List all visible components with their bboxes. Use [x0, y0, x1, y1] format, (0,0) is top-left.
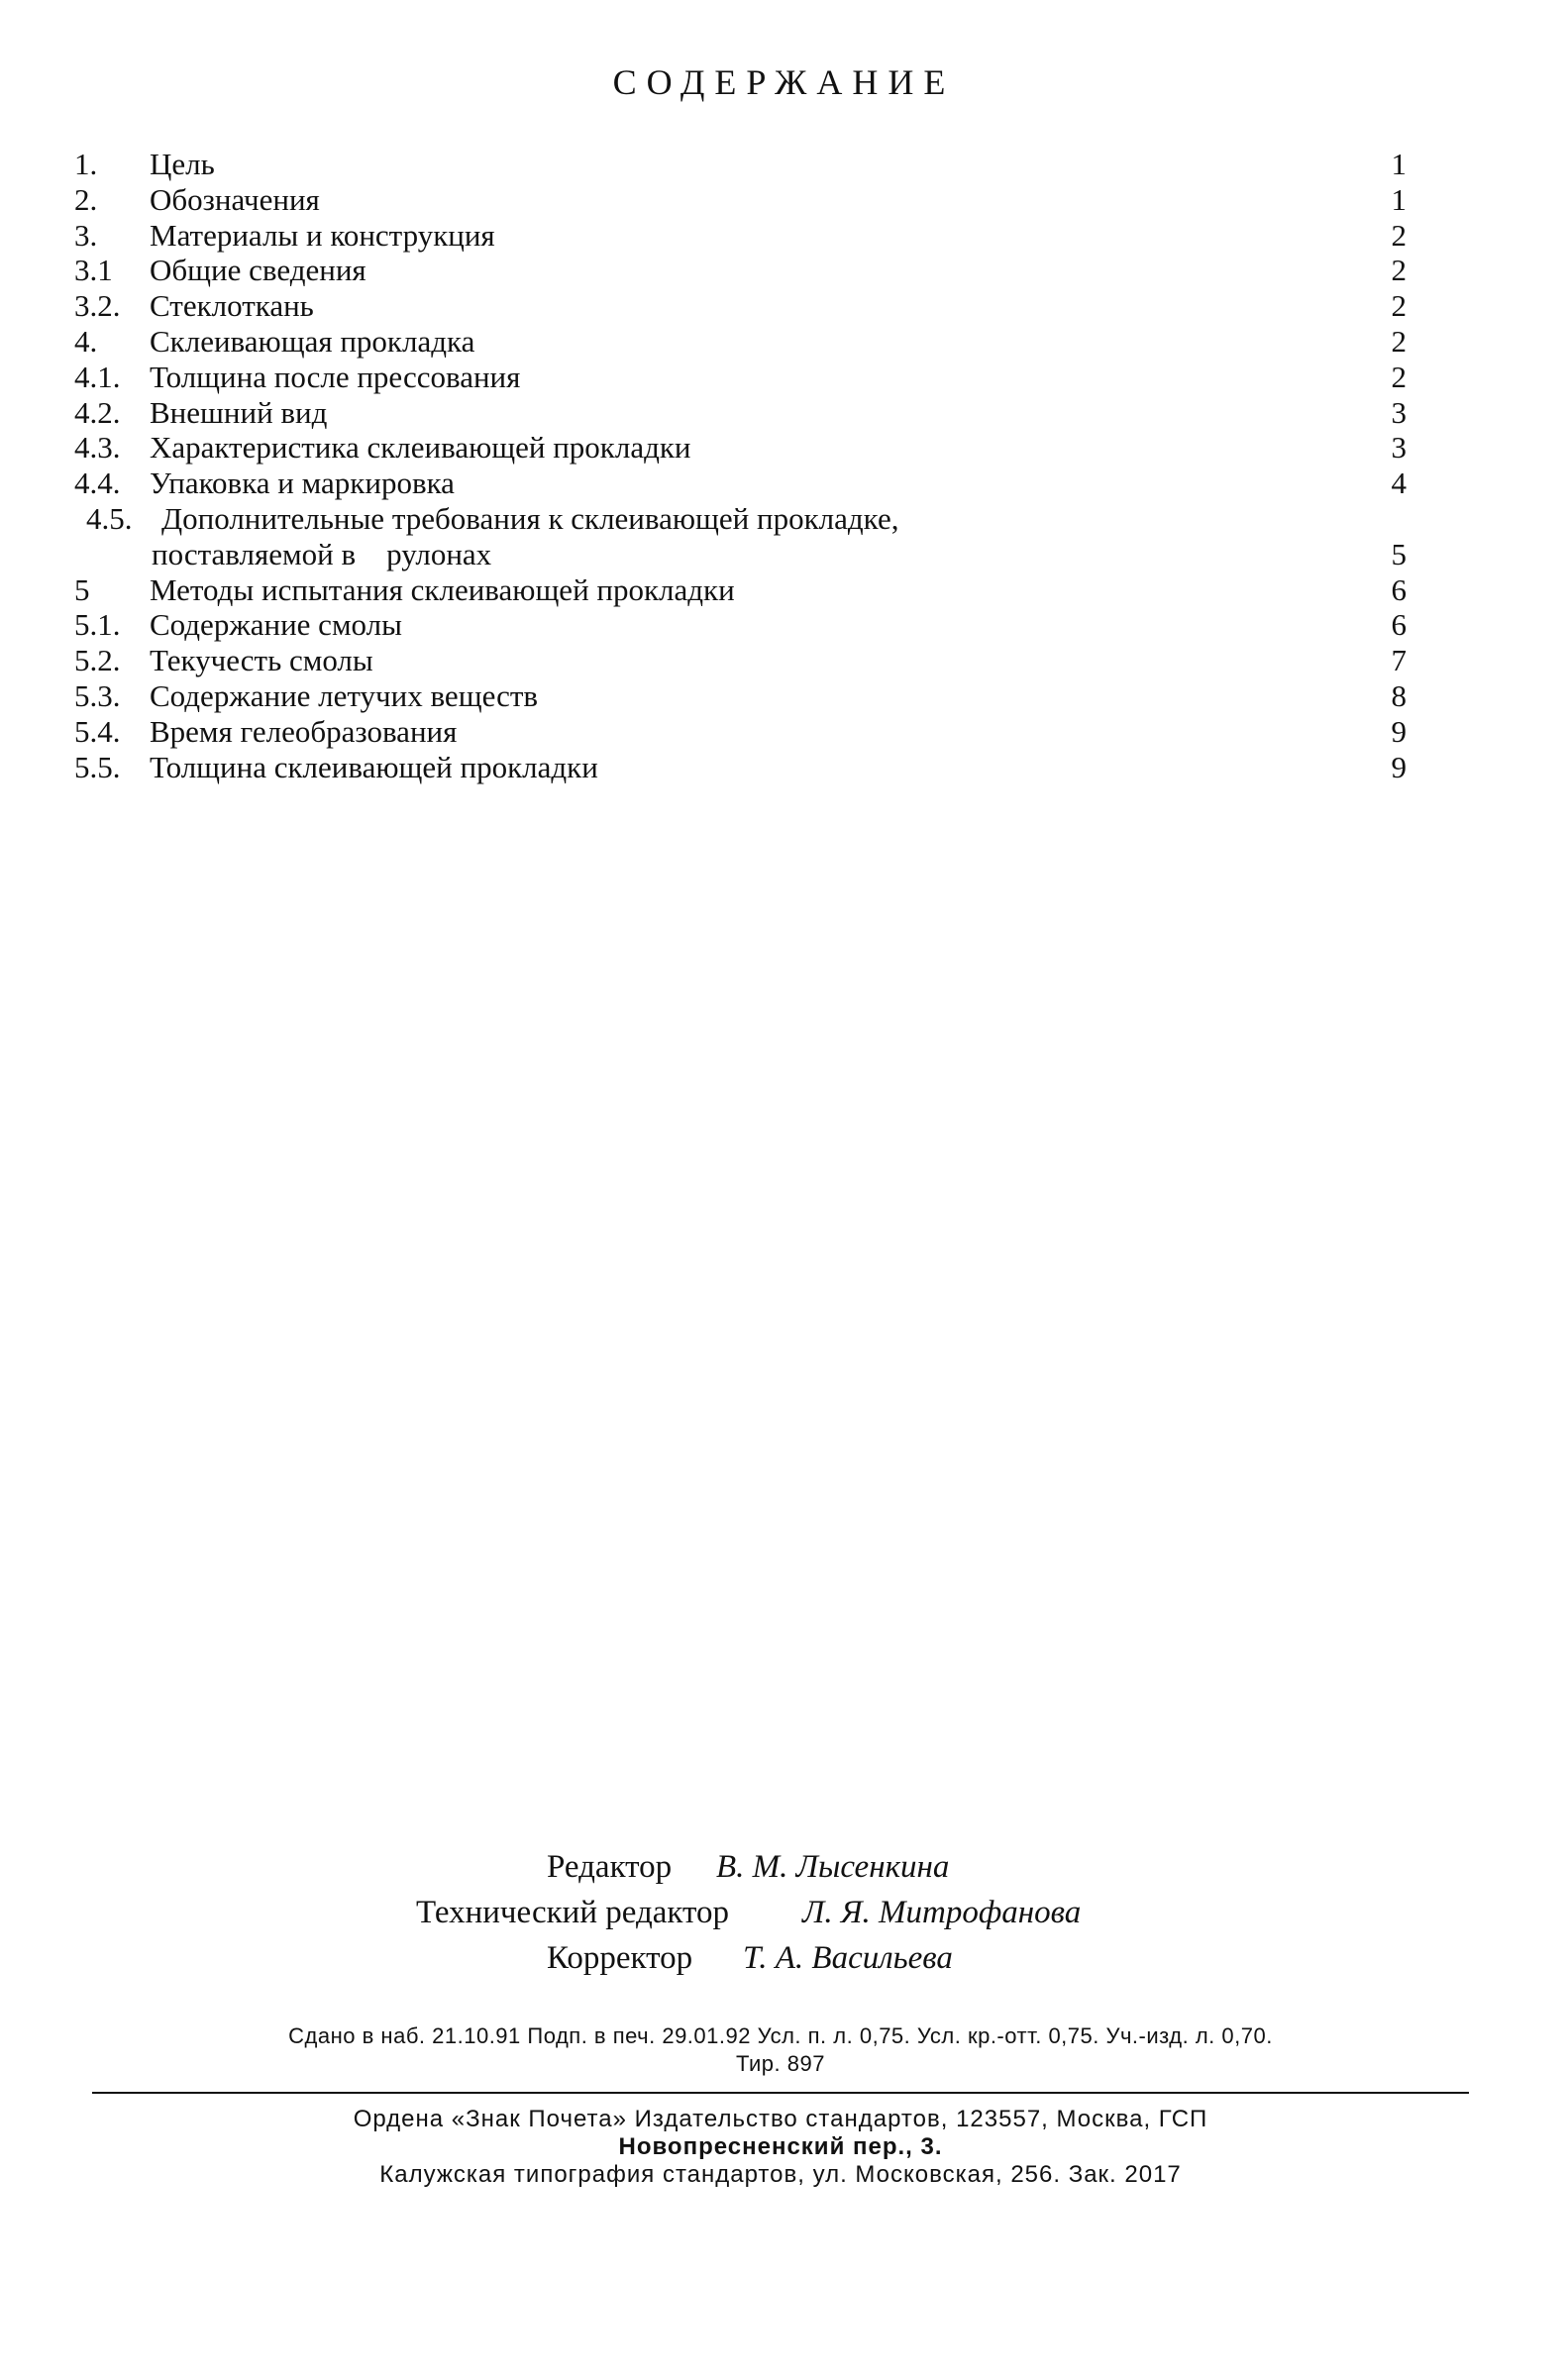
toc-entry-title: Методы испытания склеивающей прокладки [150, 571, 735, 607]
toc-entry-title: Внешний вид [150, 394, 328, 430]
page-title: СОДЕРЖАНИЕ [612, 62, 956, 102]
table-of-contents [74, 147, 1407, 784]
toc-entry-page: 3 [1391, 430, 1407, 466]
toc-entry-number: 4.3. [74, 430, 121, 466]
toc-entry-number: 5.1. [74, 607, 121, 643]
toc-entry-number: 1. [74, 147, 98, 181]
toc-entry-title: Общие сведения [150, 253, 366, 288]
credit-corrector [0, 1935, 1568, 1981]
toc-entry-continuation [74, 537, 1407, 572]
toc-entry [74, 360, 1407, 395]
toc-entry-page: 1 [1391, 181, 1407, 217]
toc-entry-title: Дополнительные требования к склеивающей прокладке, [161, 500, 899, 536]
toc-entry-number: 3.1 [74, 253, 113, 288]
toc-entry-page: 4 [1391, 466, 1407, 501]
toc-entry-title: Содержание смолы [150, 607, 402, 643]
toc-entry [74, 288, 1407, 324]
toc-entry-number: 4. [74, 323, 98, 359]
credit-name: Л. Я. Митрофанова [802, 1895, 1082, 1930]
printing-house: Калужская типография стандартов, ул. Московская, 256. Зак. 2017 [379, 2161, 1182, 2188]
toc-entry-page: 2 [1391, 253, 1407, 288]
publisher-address: Новопресненский пер., 3. [618, 2133, 943, 2160]
toc-entry-number: 3. [74, 217, 98, 253]
credit-role: Корректор [547, 1940, 693, 1976]
toc-entry [74, 714, 1407, 750]
toc-entry-number: 4.5. [86, 500, 133, 536]
toc-entry [74, 572, 1407, 608]
toc-entry-title: Материалы и конструкция [150, 217, 495, 253]
toc-entry [74, 643, 1407, 678]
toc-entry-page: 9 [1391, 749, 1407, 784]
toc-entry-number: 5.5. [74, 749, 121, 784]
toc-entry [74, 324, 1407, 360]
toc-entry-page: 2 [1391, 217, 1407, 253]
toc-entry-number: 3.2. [74, 288, 121, 324]
toc-entry-page: 9 [1391, 713, 1407, 749]
toc-entry-page: 3 [1391, 394, 1407, 430]
toc-entry-page: 5 [1391, 536, 1407, 571]
toc-entry [74, 466, 1407, 501]
toc-entry-title: Цель [150, 147, 215, 181]
toc-entry [74, 218, 1407, 254]
toc-entry-title: Обозначения [150, 181, 320, 217]
credit-name: Т. А. Васильева [743, 1940, 953, 1976]
toc-entry-title: Характеристика склеивающей прокладки [150, 430, 691, 466]
toc-entry-title: Время гелеобразования [150, 713, 458, 749]
toc-entry [74, 182, 1407, 218]
toc-entry [74, 501, 1407, 537]
toc-entry-title: Склеивающая прокладка [150, 323, 475, 359]
editorial-credits [0, 1844, 1568, 1981]
toc-entry [74, 253, 1407, 288]
toc-entry-title: поставляемой в рулонах [152, 536, 492, 571]
toc-entry-title: Текучесть смолы [150, 643, 373, 678]
credit-name: В. М. Лысенкина [716, 1849, 950, 1885]
toc-entry-number: 5.2. [74, 643, 121, 678]
toc-entry-page: 1 [1391, 147, 1407, 181]
divider-rule [92, 2092, 1469, 2094]
imprint-details: Сдано в наб. 21.10.91 Подп. в печ. 29.01.92 Усл. п. л. 0,75. Усл. кр.-отт. 0,75. Уч.-изд. л. 0,70. [288, 2023, 1273, 2048]
toc-entry [74, 395, 1407, 431]
credit-role: Технический редактор [416, 1895, 729, 1930]
toc-entry-page: 2 [1391, 323, 1407, 359]
toc-entry [74, 678, 1407, 714]
toc-entry-number: 4.4. [74, 466, 121, 501]
toc-entry [74, 147, 1407, 182]
toc-entry-number: 2. [74, 181, 98, 217]
toc-entry-page: 7 [1391, 643, 1407, 678]
toc-entry-title: Толщина после прессования [150, 359, 521, 394]
toc-entry-number: 4.1. [74, 359, 121, 394]
toc-entry-page: 8 [1391, 677, 1407, 713]
toc-entry-number: 4.2. [74, 394, 121, 430]
toc-entry [74, 430, 1407, 466]
toc-entry-title: Упаковка и маркировка [150, 466, 455, 501]
toc-entry [74, 750, 1407, 785]
toc-entry-page: 6 [1391, 607, 1407, 643]
toc-entry-title: Содержание летучих веществ [150, 677, 539, 713]
toc-entry-number: 5 [74, 571, 90, 607]
toc-entry-title: Толщина склеивающей прокладки [150, 749, 598, 784]
toc-entry-page: 2 [1391, 359, 1407, 394]
toc-entry-number: 5.3. [74, 677, 121, 713]
publisher-name: Ордена «Знак Почета» Издательство стандартов, 123557, Москва, ГСП [353, 2106, 1208, 2132]
toc-entry-title: Стеклоткань [150, 288, 314, 324]
imprint-print-run: Тир. 897 [736, 2051, 825, 2076]
credit-tech-editor [0, 1890, 1568, 1935]
toc-entry-number: 5.4. [74, 713, 121, 749]
toc-entry-page: 6 [1391, 571, 1407, 607]
toc-entry-page: 2 [1391, 288, 1407, 324]
publisher-info [92, 2106, 1469, 2189]
credit-editor [0, 1844, 1568, 1890]
credit-role: Редактор [547, 1849, 673, 1885]
toc-entry [74, 607, 1407, 643]
print-imprint [92, 2022, 1469, 2078]
